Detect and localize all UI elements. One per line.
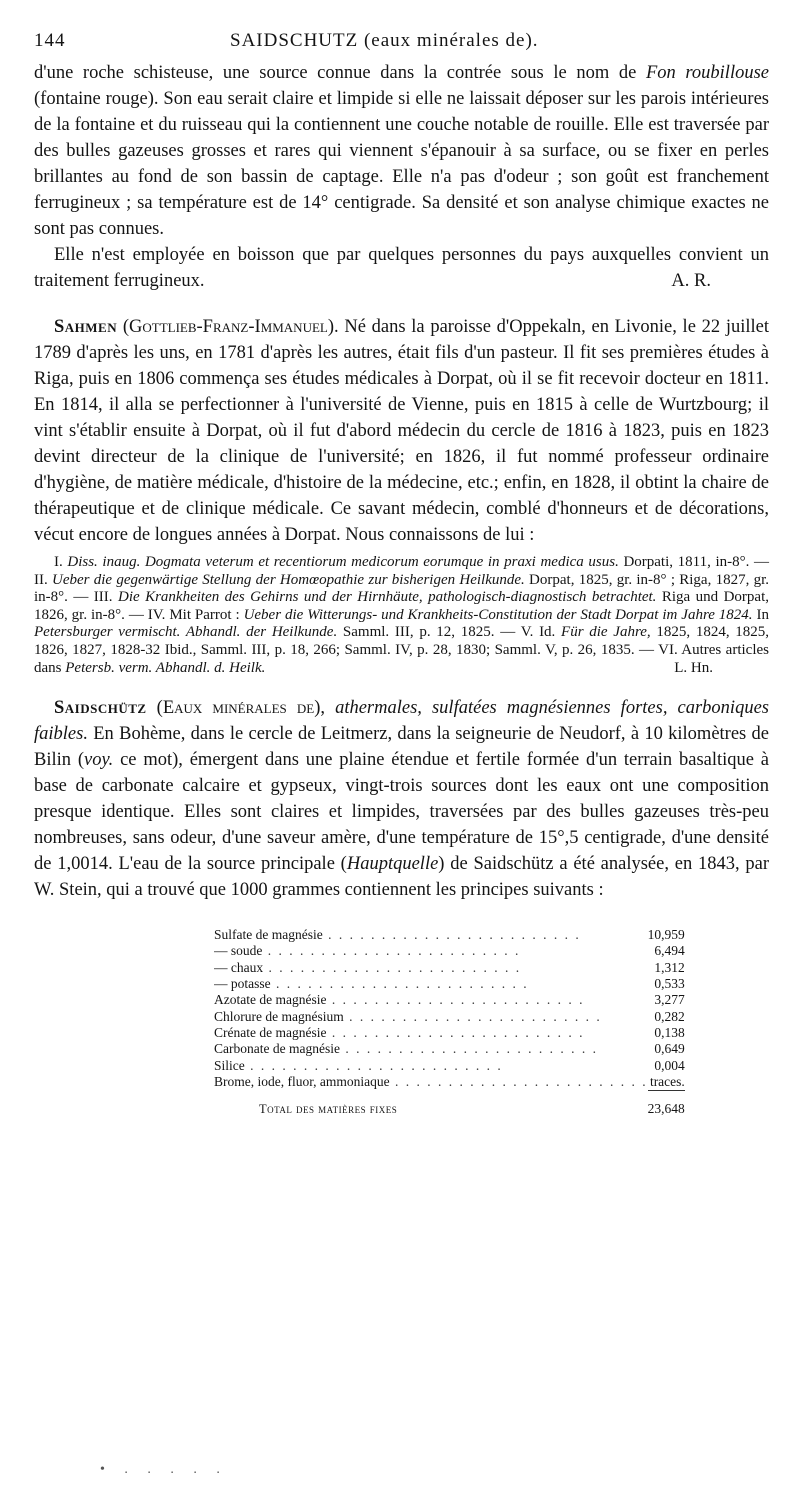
compound-name: Chlorure de magnésium . . . . . . . . . . . . . . . . . . . . . . . . [214, 1008, 602, 1024]
bib-title: Diss. inaug. Dogmata veterum et recentiorum medicorum eorumque in praxi medica usus. [67, 554, 619, 570]
bib-number: II. [34, 571, 53, 588]
text-run: Elle n'est employée en boisson que par quelques personnes du pays auxquelles convient un traitement ferrugineux. [34, 245, 769, 291]
compound-value: 10,959 [647, 927, 685, 943]
bib-text: Samml. III, p. 12, 1825. — [337, 624, 521, 641]
compound-value: traces. [649, 1073, 685, 1089]
text-run: ) de Saidschütz a été analysée, en 1843, par W. Stein, qui a trouvé que 1000 grammes contiennent les principes suivants : [34, 854, 769, 901]
cross-reference: voy. [84, 750, 114, 771]
entry-headword: Saidschütz [54, 698, 147, 719]
author-signature: L. Hn. [674, 659, 713, 676]
table-row [214, 1074, 685, 1091]
bib-number: IV. [147, 606, 170, 623]
running-head [34, 30, 769, 60]
compound-value: 6,494 [654, 943, 685, 959]
page-number: 144 [34, 30, 66, 51]
bib-text: Dorpati, 1811, in-8°. — [618, 554, 769, 570]
bib-title: Ueber die Witterungs- und Krankheits-Constitution der Stadt Dorpat im Jahre 1824. [243, 606, 753, 623]
source-name: Hauptquelle [346, 854, 439, 875]
total-label: Total des matières fixes [259, 1101, 398, 1116]
compound-value: 0,649 [654, 1041, 685, 1057]
text-run: En Bohème, dans le cercle de Leitmerz, dans la seigneurie de Neudorf, à 10 kilomètres de Bilin ( [34, 724, 769, 771]
total-value: 23,648 [648, 1091, 685, 1118]
bib-text: 1825, 1824, 1825, 1826, 1827, 1828-32 Ibid., Samml. III, p. 18, 266; Samml. IV, p. 28, 1830; Samml. V, p. 26, 1835. — [34, 624, 770, 658]
fon-roubillouse-paragraph [34, 60, 769, 242]
compound-value: 0,533 [654, 976, 685, 992]
bib-number: I. [54, 554, 68, 570]
bib-text: Riga und Dorpat, 1826, gr. in-8°. — [34, 589, 769, 623]
text-run: (fontaine rouge). Son eau serait claire et limpide si elle ne laissait déposer sur les parois intérieures de la fontaine et du ruisseau qui la contiennent une couche notable de rouille. Elle est traversée par des bulles gazeuses grosses et rares qui viennent s'épanouir à sa surface, ou se fixer en perles brillantes au fond de son bassin de captage. Elle n'a pas d'odeur ; son goût est franchement ferrugineux ; sa température est de 14° centigrade. Sa densité et son analyse chimique exactes ne sont pas connues. [34, 89, 769, 239]
text-run: d'une roche schisteuse, une source connue dans la contrée sous le nom de [34, 63, 646, 83]
compound-name: — potasse . . . . . . . . . . . . . . . . . . . . . . . . [214, 976, 529, 992]
table-row [214, 992, 685, 1008]
saidschutz-entry [34, 695, 769, 903]
text-run: ce mot), émergent dans une plaine étendue et fertile formée d'un terrain basaltique à base de carbonate calcaire et gypseux, vingt-trois sources dont les eaux ont une composition presque identique. Elles sont claires et limpides, traversées par des bulles gazeuses très-peu nombreuses, sans odeur, d'une saveur amère, d'une température de 15°,5 centigrade, d'une densité de 1,0014. L'eau de la source principale ( [34, 750, 770, 875]
bib-title: Ueber die gegenwärtige Stellung der Homœopathie zur bisherigen Heilkunde. [52, 571, 525, 588]
page [34, 30, 769, 1117]
source-name: Fon roubillouse [645, 63, 769, 83]
given-names: (Gottlieb-Franz-Immanuel). [122, 317, 339, 337]
sahmen-entry [34, 314, 769, 548]
compound-value: 1,312 [654, 959, 685, 975]
compound-name: Sulfate de magnésie . . . . . . . . . . . . . . . . . . . . . . . . [214, 927, 581, 943]
bibliography [34, 554, 769, 677]
bib-text: Dorpat, 1825, gr. in-8° ; Riga, 1827, gr. in-8°. — [34, 571, 770, 606]
table-row [214, 1009, 685, 1025]
bib-title: Petersb. verm. Abhandl. d. Heilk. [65, 659, 266, 676]
compound-name: — soude . . . . . . . . . . . . . . . . . . . . . . . . [214, 943, 521, 959]
compound-name: Crénate de magnésie . . . . . . . . . . . . . . . . . . . . . . . . [214, 1024, 585, 1040]
compound-name: — chaux . . . . . . . . . . . . . . . . . . . . . . . . [214, 959, 522, 975]
bib-title: Petersburger vermischt. Abhandl. der Heilkunde. [34, 624, 338, 641]
compound-name: Carbonate de magnésie . . . . . . . . . . . . . . . . . . . . . . . . [214, 1041, 598, 1057]
footer-marks: • . . . . . [100, 1462, 228, 1477]
usage-paragraph [34, 242, 769, 294]
bib-text: Autres articles dans [34, 641, 769, 676]
bib-number: V. [520, 624, 540, 641]
compound-value: 0,004 [654, 1057, 685, 1073]
bib-number: III. [93, 589, 118, 606]
bib-title: Für die Jahre, [561, 624, 651, 641]
table-row [214, 976, 685, 992]
total-row [214, 1091, 685, 1118]
table-row [214, 927, 685, 943]
compound-name: Silice . . . . . . . . . . . . . . . . . . . . . . . . [214, 1057, 503, 1073]
author-signature: A. R. [671, 271, 711, 291]
bib-number: VI. [658, 641, 682, 658]
compound-name: Brome, iode, fluor, ammoniaque . . . . . . . . . . . . . . . . . . . . . . . . [214, 1074, 648, 1090]
table-row [214, 960, 685, 976]
bib-title: Die Krankheiten des Gehirns und der Hirnhäute, pathologisch-diagnostisch betrachtet. [117, 589, 657, 606]
running-title: SAIDSCHUTZ (eaux minérales de). [230, 30, 539, 51]
qualifier: (Eaux minérales de), [146, 698, 336, 719]
table-row [214, 1058, 685, 1074]
classification: athermales, sulfatées magnésiennes fortes, carboniques faibles. [34, 698, 769, 745]
entry-headword: Sahmen [54, 317, 118, 337]
compound-value: 0,138 [654, 1024, 685, 1040]
compound-value: 0,282 [654, 1008, 685, 1024]
bib-text: Id. [539, 624, 562, 641]
bib-text: In [752, 606, 769, 623]
table-row [214, 1041, 685, 1057]
table-row [214, 1025, 685, 1041]
analysis-table [214, 927, 685, 1117]
table-row [214, 943, 685, 959]
compound-name: Azotate de magnésie . . . . . . . . . . . . . . . . . . . . . . . . [214, 992, 585, 1008]
text-run: Né dans la paroisse d'Oppekaln, en Livonie, le 22 juillet 1789 d'après les uns, en 1781 d'après les autres, était fils d'un pasteur. Il fit ses premières études à Riga, puis en 1806 commença ses études médicales à Dorpat, où il se fit recevoir docteur en 1811. En 1814, il alla se perfectionner à l'université de Vienne, puis en 1815 à celle de Wurtzbourg; il vint s'établir ensuite à Dorpat, où il fut d'abord médecin du cercle de 1816 à 1823, puis en 1823 devint directeur de la clinique de l'université; en 1826, il fut nommé professeur ordinaire d'hygiène, de matière médicale, d'histoire de la médecine, etc.; enfin, en 1828, il obtint la chaire de thérapeutique et de clinique médicale. Ce savant médecin, comblé d'honneurs et de décorations, vécut encore de longues années à Dorpat. Nous connaissons de lui : [34, 317, 769, 545]
bib-text: Mit Parrot : [169, 606, 244, 623]
compound-value: 3,277 [654, 992, 685, 1008]
